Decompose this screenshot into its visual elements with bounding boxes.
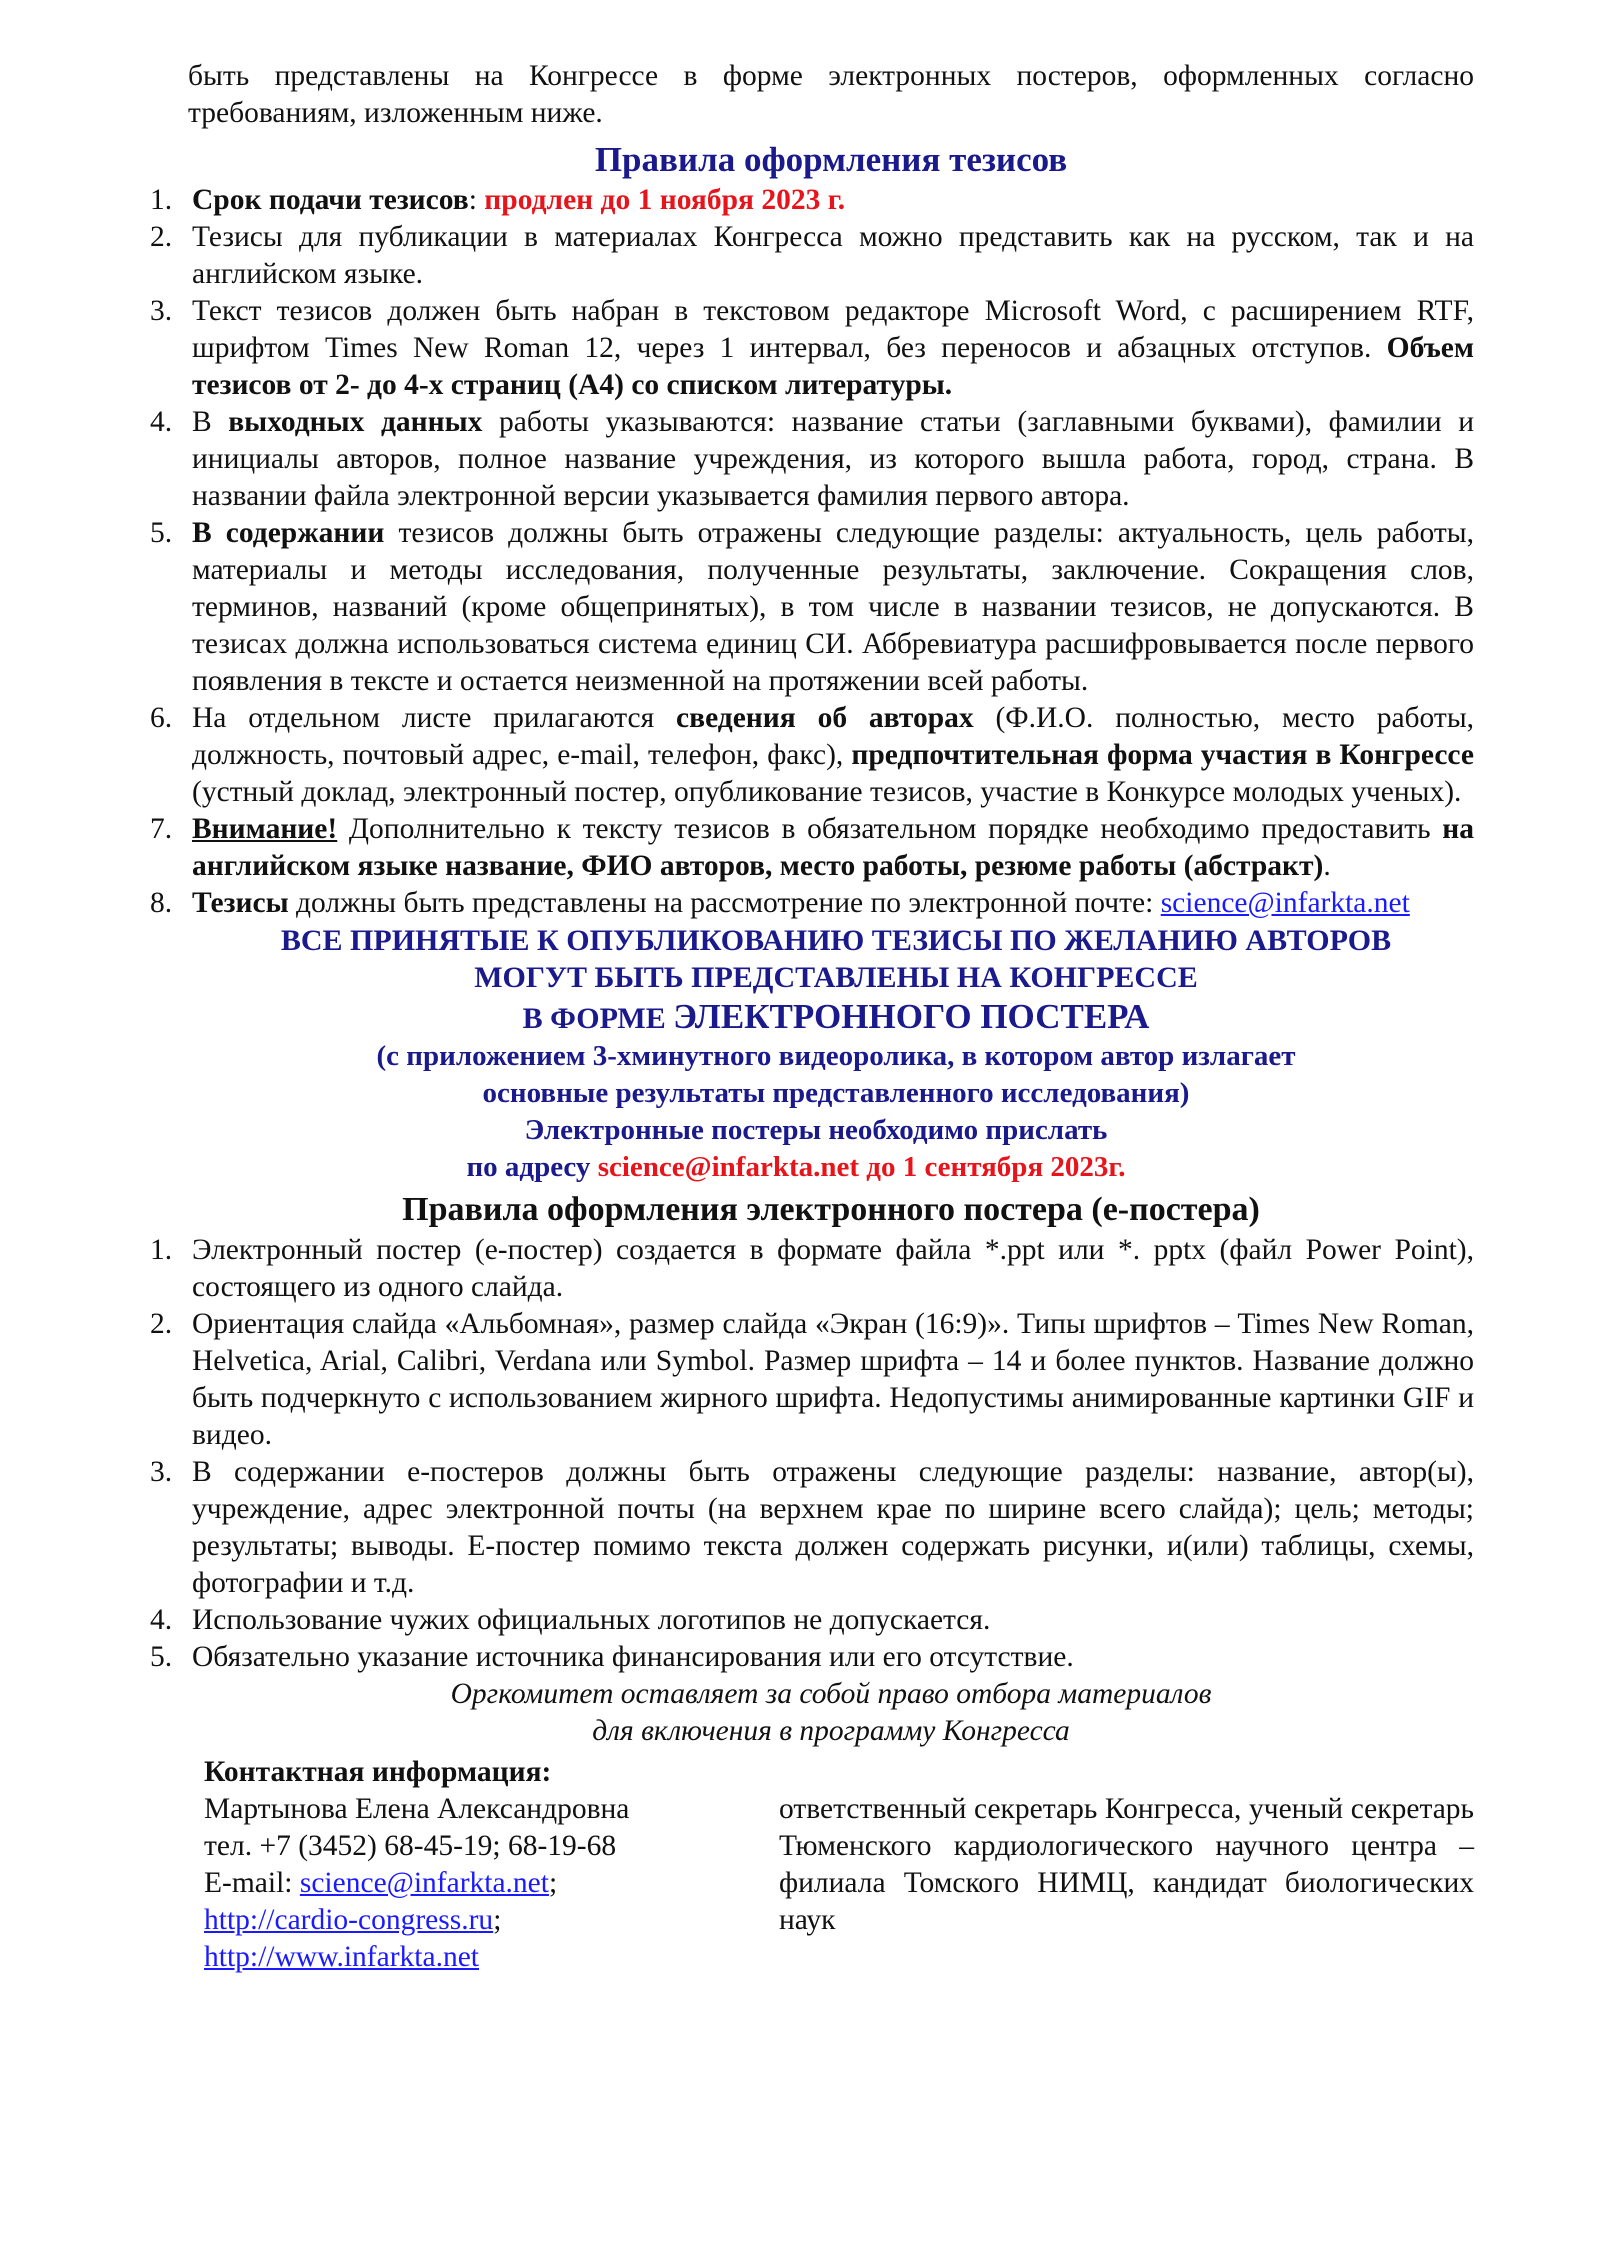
list-item: 4. Использование чужих официальных логотипов не допускается.	[150, 1604, 991, 1636]
list-item: 7. Внимание! Дополнительно к тексту тезисов в обязательном порядке необходимо предоставить на английском языке название, ФИО авторов, место работы, резюме работы (абстракт).	[150, 813, 1474, 882]
theses-rules-list	[150, 182, 1474, 922]
theses-rules-heading: Правила оформления тезисов	[594, 140, 1068, 179]
contact-name: Мартынова Елена Александровна	[204, 1793, 630, 1825]
contacts-section	[188, 1754, 1474, 1976]
cardio-congress-link[interactable]: http://cardio-congress.ru	[204, 1904, 494, 1936]
list-item: 6. На отдельном листе прилагаются сведения об авторах (Ф.И.О. полностью, место работы, должность, почтовый адрес, e-mail, телефон, факс), предпочтительная форма участия в Конгрессе (устный доклад, электронный постер, опубликование тезисов, участие в Конкурсе молодых ученых).	[150, 702, 1475, 808]
list-item: 4. В выходных данных работы указываются: название статьи (заглавными буквами), фамилии и инициалы авторов, полное название учреждения, из которого вышла работа, город, страна. В названии файла электронной версии указывается фамилия первого автора.	[150, 406, 1474, 512]
list-item: 1. Электронный постер (е-постер) создается в формате файла *.ppt или *. pptx (файл Power Point), состоящего из одного слайда.	[150, 1234, 1474, 1303]
poster-email[interactable]: science@infarkta.net	[597, 1151, 860, 1183]
contacts-left-column: Мартынова Елена Александровна тел. +7 (3452) 68-45-19; 68-19-68 E-mail: science@infarkta.net; http://cardio-congress.ru; http://www.infarkta.net	[204, 1791, 764, 1976]
list-item: 1. Срок подачи тезисов: продлен до 1 ноября 2023 г.	[150, 184, 846, 216]
committee-note: Оргкомитет оставляет за собой право отбора материалов для включения в программу Конгресса	[450, 1678, 1212, 1747]
list-item: 2. Тезисы для публикации в материалах Конгресса можно представить как на русском, так и на английском языке.	[150, 221, 1474, 290]
poster-banner: ВСЕ ПРИНЯТЫЕ К ОПУБЛИКОВАНИЮ ТЕЗИСЫ ПО ЖЕЛАНИЮ АВТОРОВ МОГУТ БЫТЬ ПРЕДСТАВЛЕНЫ НА КОНГРЕССЕ В ФОРМЕ ЭЛЕКТРОННОГО ПОСТЕРА (с приложением 3-хминутного видеоролика, в котором автор излагает основные результаты представленного исследования) Электронные постеры необходимо прислать по адресу science@infarkta.net до 1 сентября 2023г.	[280, 924, 1392, 1183]
list-item: 5. В содержании тезисов должны быть отражены следующие разделы: актуальность, цель работы, материалы и методы исследования, полученные результаты, заключение. Сокращения слов, терминов, названий (кроме общепринятых), в том числе в названии тезисов, не допускаются. В тезисах должна использоваться система единиц СИ. Аббревиатура расшифровывается после первого появления в тексте и остается неизменной на протяжении всей работы.	[150, 517, 1474, 697]
poster-rules-heading: Правила оформления электронного постера (е-постера)	[402, 1191, 1260, 1228]
intro-paragraph: быть представлены на Конгрессе в форме электронных постеров, оформленных согласно требованиям, изложенным ниже.	[188, 60, 1474, 129]
contact-email-link[interactable]: science@infarkta.net	[299, 1867, 549, 1899]
email-link[interactable]: science@infarkta.net	[1160, 887, 1410, 919]
list-item: 2. Ориентация слайда «Альбомная», размер слайда «Экран (16:9)». Типы шрифтов – Times New Roman, Helvetica, Arial, Calibri, Verdana или Symbol. Размер шрифта – 14 и более пунктов. Название должно быть подчеркнуто с использованием жирного шрифта. Недопустимы анимированные картинки GIF и видео.	[150, 1308, 1474, 1451]
contact-phone: тел. +7 (3452) 68-45-19; 68-19-68	[204, 1830, 617, 1862]
attention-label: Внимание!	[192, 813, 338, 845]
infarkta-link[interactable]: http://www.infarkta.net	[204, 1941, 479, 1973]
deadline-text: продлен до 1 ноября 2023 г.	[484, 184, 846, 216]
poster-rules-list	[150, 1232, 1474, 1676]
list-item: 3. В содержании е-постеров должны быть отражены следующие разделы: название, автор(ы), учреждение, адрес электронной почты (на верхнем крае по ширине всего слайда); цель; методы; результаты; выводы. Е-постер помимо текста должен содержать рисунки, и(или) таблицы, схемы, фотографии и т.д.	[150, 1456, 1474, 1599]
list-item: 5. Обязательно указание источника финансирования или его отсутствие.	[150, 1641, 1074, 1673]
contacts-heading: Контактная информация:	[204, 1756, 552, 1788]
list-item: 8. Тезисы должны быть представлены на рассмотрение по электронной почте: science@infarkta.net	[150, 887, 1410, 919]
contact-position: ответственный секретарь Конгресса, ученый секретарь Тюменского кардиологического научного центра – филиала Томского НИМЦ, кандидат биологических наук	[779, 1793, 1474, 1936]
list-item: 3. Текст тезисов должен быть набран в текстовом редакторе Microsoft Word, с расширением RTF, шрифтом Times New Roman 12, через 1 интервал, без переносов и абзацных отступов. Объем тезисов от 2- до 4-х страниц (А4) со списком литературы.	[150, 295, 1474, 401]
